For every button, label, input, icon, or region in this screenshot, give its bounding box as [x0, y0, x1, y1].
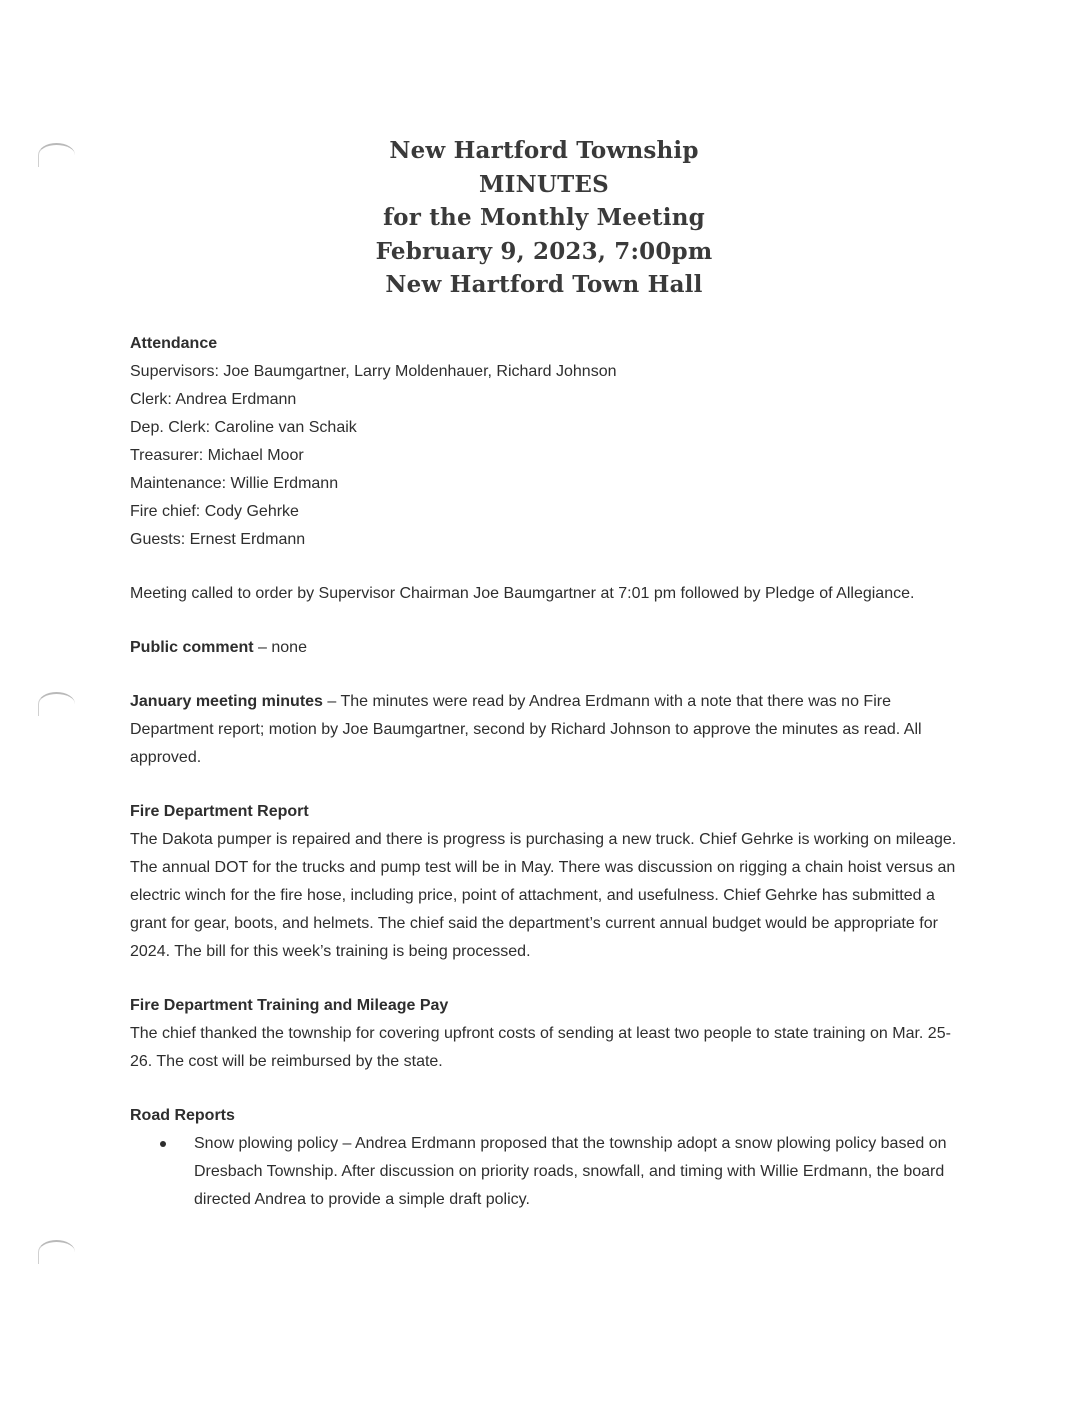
list-item — [194, 1130, 970, 1214]
document-title — [0, 134, 1088, 302]
january-minutes — [130, 688, 970, 772]
public-comment — [130, 634, 970, 662]
road-reports-list — [130, 1130, 970, 1214]
attendance-section — [130, 330, 970, 554]
title-meeting-type: for the Monthly Meeting — [383, 204, 705, 231]
public-comment-text: – none — [253, 639, 307, 656]
call-to-order: Meeting called to order by Supervisor Chairman Joe Baumgartner at 7:01 pm followed by Pledge of Allegiance. — [130, 585, 915, 602]
title-location: New Hartford Town Hall — [385, 271, 703, 298]
title-minutes: MINUTES — [479, 170, 609, 198]
january-minutes-label: January meeting minutes — [130, 693, 323, 710]
attendance-supervisors: Supervisors: Joe Baumgartner, Larry Moldenhauer, Richard Johnson — [130, 363, 617, 380]
road-report-snow-plowing: Snow plowing policy – Andrea Erdmann proposed that the township adopt a snow plowing policy based on Dresbach Township. After discussion on priority roads, snowfall, and timing with Willie Erdmann, the board directed Andrea to provide a simple draft policy. — [194, 1135, 947, 1208]
attendance-treasurer: Treasurer: Michael Moor — [130, 447, 304, 464]
minutes-body — [130, 330, 970, 1214]
title-township: New Hartford Township — [389, 137, 699, 164]
fire-report-text: The Dakota pumper is repaired and there is progress is purchasing a new truck. Chief Gehrke is working on mileage. The annual DOT for the trucks and pump test will be in May. There was discussion on rigging a chain hoist versus an electric winch for the fire hose, including price, point of attachment, and usefulness. Chief Gehrke has submitted a grant for gear, boots, and helmets. The chief said the department’s current annual budget would be appropriate for 2024. The bill for this week’s training is being processed. — [130, 831, 957, 960]
fire-report-section — [130, 798, 970, 966]
attendance-clerk: Clerk: Andrea Erdmann — [130, 391, 297, 408]
title-date: February 9, 2023, 7:00pm — [375, 237, 713, 265]
public-comment-label: Public comment — [130, 639, 254, 656]
fire-training-heading: Fire Department Training and Mileage Pay — [130, 997, 449, 1014]
punch-hole-middle — [38, 692, 75, 716]
road-reports-section — [130, 1102, 970, 1214]
fire-training-text: The chief thanked the township for covering upfront costs of sending at least two people to state training on Mar. 25-26. The cost will be reimbursed by the state. — [130, 1025, 951, 1070]
punch-hole-bottom — [38, 1240, 75, 1264]
attendance-maintenance: Maintenance: Willie Erdmann — [130, 475, 339, 492]
road-reports-heading: Road Reports — [130, 1107, 235, 1124]
attendance-heading: Attendance — [130, 335, 218, 352]
attendance-deputy-clerk: Dep. Clerk: Caroline van Schaik — [130, 419, 357, 436]
bullet-icon — [160, 1141, 166, 1147]
january-minutes-text: – The minutes were read by Andrea Erdmann with a note that there was no Fire Department report; motion by Joe Baumgartner, second by Richard Johnson to approve the minutes as read. All approved. — [130, 693, 922, 766]
attendance-guests: Guests: Ernest Erdmann — [130, 531, 306, 548]
fire-training-section — [130, 992, 970, 1076]
fire-report-heading: Fire Department Report — [130, 803, 309, 820]
attendance-fire-chief: Fire chief: Cody Gehrke — [130, 503, 299, 520]
